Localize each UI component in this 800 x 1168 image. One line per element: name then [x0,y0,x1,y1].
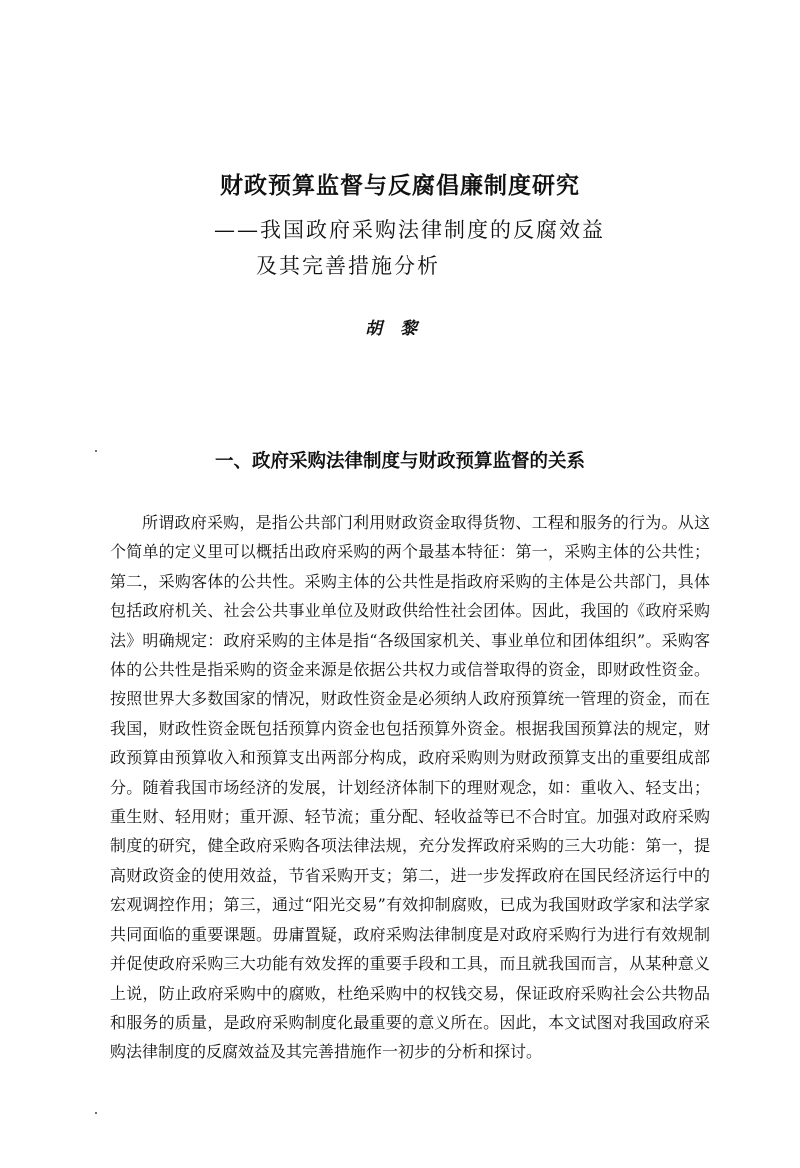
author-name: 胡黎 [365,319,435,339]
paper-title: 财政预算监督与反腐倡廉制度研究 [220,172,580,199]
subtitle-line-1: ——我国政府采购法律制度的反腐效益 [214,218,605,242]
paper-subtitle [214,212,605,284]
section-heading: 一、政府采购法律制度与财政预算监督的关系 [214,451,585,472]
subtitle-line-2: 及其完善措施分析 [256,254,440,278]
body-paragraph: 所谓政府采购，是指公共部门利用财政资金取得货物、工程和服务的行为。从这个简单的定义里可以概括出政府采购的两个最基本特征：第一，采购主体的公共性；第二，采购客体的公共性。采购主体的公共性是指政府采购的主体是公共部门，具体包括政府机关、社会公共事业单位及财政供给性社会团体。因此，我国的《政府采购法》明确规定：政府采购的主体是指“各级国家机关、事业单位和团体组织”。采购客体的公共性是指采购的资金来源是依据公共权力或信誉取得的资金，即财政性资金。按照世界大多数国家的情况，财政性资金是必须纳人政府预算统一管理的资金，而在我国，财政性资金既包括预算内资金也包括预算外资金。根据我国预算法的规定，财政预算由预算收入和预算支出两部分构成，政府采购则为财政预算支出的重要组成部分。随着我国市场经济的发展，计划经济体制下的理财观念，如：重收入、轻支出；重生财、轻用财；重开源、轻节流；重分配、轻收益等已不合时宜。加强对政府采购制度的研究，健全政府采购各项法律法规，充分发挥政府采购的三大功能：第一，提高财政资金的使用效益，节省采购开支；第二，进一步发挥政府在国民经济运行中的宏观调控作用；第三，通过“阳光交易”有效抑制腐败，已成为我国财政学家和法学家共同面临的重要课题。毋庸置疑，政府采购法律制度是对政府采购行为进行有效规制并促使政府采购三大功能有效发挥的重要手段和工具，而且就我国而言，从某种意义上说，防止政府采购中的腐败，杜绝采购中的权钱交易，保证政府采购社会公共物品和服务的质量，是政府采购制度化最重要的意义所在。因此，本文试图对我国政府采购法律制度的反腐效益及其完善措施作一初步的分析和探讨。 [110,513,710,1062]
scan-speck [95,1112,97,1114]
